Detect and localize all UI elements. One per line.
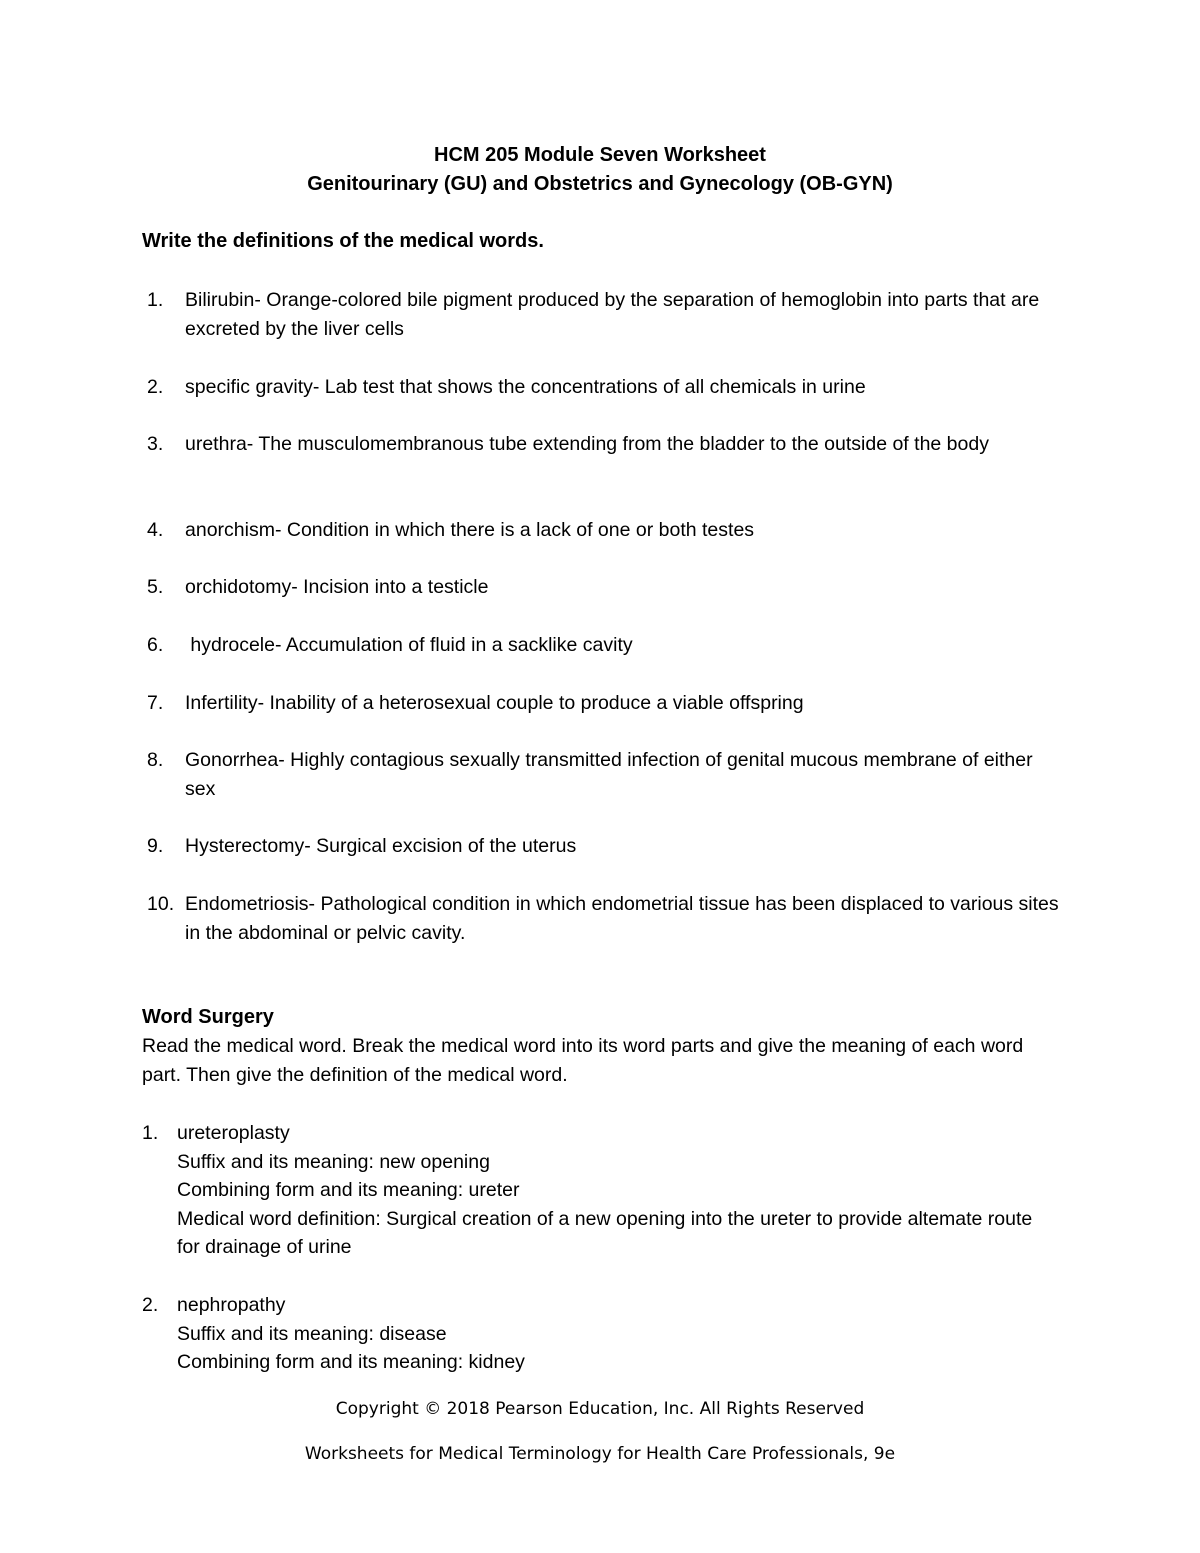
footer-copyright: Copyright © 2018 Pearson Education, Inc. All Rights Reserved bbox=[335, 1399, 865, 1419]
item-number: 8. bbox=[147, 749, 164, 771]
word-surgery-instructions: Read the medical word. Break the medical word into its word parts and give the meaning of each word part. Then give the definition of the medical word. bbox=[142, 1035, 1024, 1086]
definition-text: specific gravity- Lab test that shows the concentrations of all chemicals in urine bbox=[185, 376, 866, 398]
item-number: 10. bbox=[147, 893, 175, 915]
suffix-answer: Suffix and its meaning: new opening bbox=[177, 1150, 490, 1173]
word-surgery-heading: Word Surgery bbox=[142, 1006, 274, 1028]
definition-text: Endometriosis- Pathological condition in which endometrial tissue has been displaced to various sites in the abdominal or pelvic cavity. bbox=[185, 893, 1059, 944]
definition-item-1 bbox=[142, 286, 1062, 343]
definition-text: Bilirubin- Orange-colored bile pigment produced by the separation of hemoglobin into parts that are excreted by the liver cells bbox=[185, 289, 1040, 340]
definition-text: Infertility- Inability of a heterosexual couple to produce a viable offspring bbox=[185, 692, 804, 714]
definition-item-10 bbox=[142, 890, 1062, 947]
medical-word: nephropathy bbox=[177, 1294, 286, 1316]
document-title-block bbox=[0, 141, 1200, 199]
definition-item-4 bbox=[142, 516, 1062, 545]
combining-form-answer: Combining form and its meaning: kidney bbox=[177, 1351, 525, 1373]
definition-text: hydrocele- Accumulation of fluid in a sacklike cavity bbox=[185, 634, 633, 656]
word-surgery-item-2 bbox=[142, 1291, 1062, 1377]
item-number: 6. bbox=[147, 634, 164, 656]
definition-text: orchidotomy- Incision into a testicle bbox=[185, 576, 489, 598]
item-number: 2. bbox=[142, 1294, 159, 1316]
suffix-answer: Suffix and its meaning: disease bbox=[177, 1322, 447, 1345]
item-number: 1. bbox=[147, 289, 164, 311]
definition-item-7 bbox=[142, 689, 1062, 718]
definition-text: urethra- The musculomembranous tube extending from the bladder to the outside of the body bbox=[185, 433, 989, 455]
item-number: 7. bbox=[147, 692, 164, 714]
item-number: 2. bbox=[147, 376, 164, 398]
word-surgery-body bbox=[177, 1119, 1057, 1262]
word-surgery-body bbox=[177, 1291, 1057, 1377]
medical-word: ureteroplasty bbox=[177, 1122, 290, 1144]
item-number: 4. bbox=[147, 519, 164, 541]
definition-item-6 bbox=[142, 631, 1062, 660]
definition-answer: Medical word definition: Surgical creation of a new opening into the ureter to provide altemate route for drainage of urine bbox=[177, 1207, 1033, 1258]
combining-form-answer: Combining form and its meaning: ureter bbox=[177, 1179, 520, 1201]
page-subtitle: Genitourinary (GU) and Obstetrics and Gynecology (OB-GYN) bbox=[307, 173, 893, 195]
definitions-heading: Write the definitions of the medical words. bbox=[142, 230, 544, 252]
definition-item-2 bbox=[142, 373, 1062, 402]
word-surgery-item-1 bbox=[142, 1119, 1062, 1262]
item-number: 5. bbox=[147, 576, 164, 598]
definition-text: Gonorrhea- Highly contagious sexually transmitted infection of genital mucous membrane of either sex bbox=[185, 749, 1033, 800]
definition-item-8 bbox=[142, 746, 1062, 803]
item-number: 3. bbox=[147, 433, 164, 455]
footer-book-title: Worksheets for Medical Terminology for Health Care Professionals, 9e bbox=[304, 1444, 896, 1464]
item-number: 9. bbox=[147, 835, 164, 857]
definition-text: Hysterectomy- Surgical excision of the uterus bbox=[185, 835, 577, 857]
item-number: 1. bbox=[142, 1122, 159, 1144]
definition-text: anorchism- Condition in which there is a lack of one or both testes bbox=[185, 519, 755, 541]
definition-item-3 bbox=[142, 430, 1062, 459]
definition-item-5 bbox=[142, 573, 1062, 602]
page-title: HCM 205 Module Seven Worksheet bbox=[434, 144, 766, 166]
definition-item-9 bbox=[142, 832, 1062, 861]
